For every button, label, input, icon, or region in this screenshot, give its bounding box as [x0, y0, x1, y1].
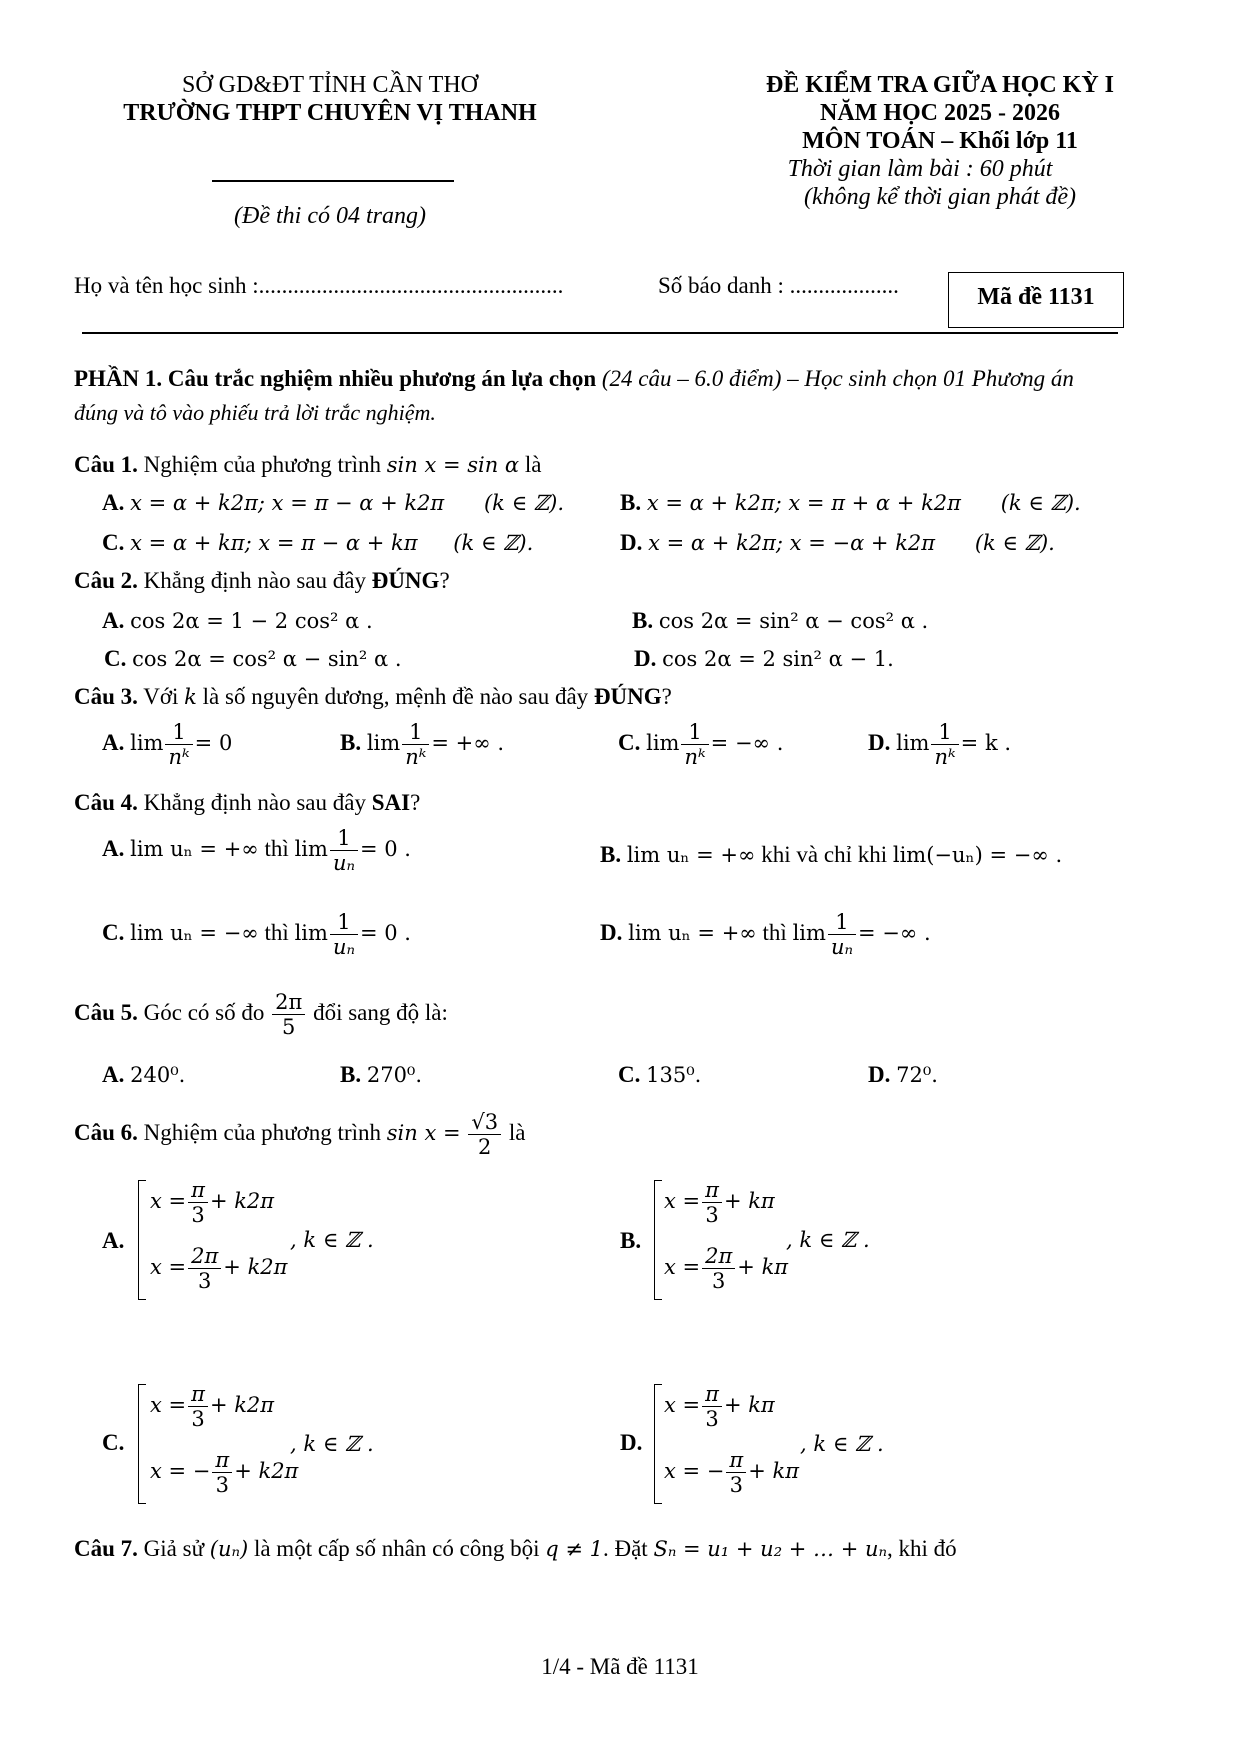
q4-option-a[interactable]: A. lim uₙ = +∞ thì lim $\frac{1}{\text{uₙ}}$ = 0 .	[102, 826, 411, 876]
question-7: Câu 7. Giả sử (uₙ) là một cấp số nhân có công bội q ≠ 1. Đặt Sₙ = u₁ + u₂ + … + uₙ, khi đó	[74, 1536, 957, 1561]
q6-option-c-letter[interactable]: C.	[102, 1430, 125, 1455]
q6-option-d-cond: , k ∈ ℤ .	[800, 1432, 884, 1456]
q4-option-b[interactable]: B. lim uₙ = +∞ khi và chỉ khi lim(−uₙ) = −∞ .	[600, 842, 1063, 867]
q6-option-b-line1: x = $\frac{\pi}{3}$ + kπ	[664, 1178, 775, 1228]
q5-option-b[interactable]: B. 270⁰.	[340, 1062, 423, 1087]
q5-option-d[interactable]: D. 72⁰.	[868, 1062, 938, 1087]
q1-option-b[interactable]: B. x = α + k2π; x = π + α + k2π (k ∈ ℤ).	[620, 490, 1081, 515]
question-4: Câu 4. Khẳng định nào sau đây SAI?	[74, 790, 421, 815]
q2-option-a[interactable]: A. cos 2α = 1 − 2 cos² α .	[102, 608, 373, 633]
info-divider	[82, 332, 1118, 334]
part1-instruction: đúng và tô vào phiếu trả lời trắc nghiệm.	[74, 400, 436, 425]
exam-duration: Thời gian làm bài : 60 phút	[787, 156, 1053, 182]
page-count: (Đề thi có 04 trang)	[234, 203, 426, 229]
q6-option-a-letter[interactable]: A.	[102, 1228, 125, 1253]
q1-option-a[interactable]: A. x = α + k2π; x = π − α + k2π (k ∈ ℤ).	[102, 490, 564, 515]
exam-title: ĐỀ KIỂM TRA GIỮA HỌC KỲ I	[765, 72, 1115, 98]
q3-option-b[interactable]: B. lim $\frac{1}{\text{nᵏ}}$ = +∞ .	[340, 720, 505, 770]
q6-option-a-line1: x = $\frac{\pi}{3}$ + k2π	[150, 1178, 275, 1228]
q6-option-c-line2: x = − $\frac{\pi}{3}$ + k2π	[150, 1448, 299, 1498]
q1-option-d[interactable]: D. x = α + k2π; x = −α + k2π (k ∈ ℤ).	[620, 530, 1055, 555]
department-name: SỞ GD&ĐT TỈNH CẦN THƠ	[181, 72, 478, 98]
student-name-field[interactable]: Họ và tên học sinh :.....................................................	[74, 273, 564, 298]
part1-heading: PHẦN 1. Câu trắc nghiệm nhiều phương án lựa chọn (24 câu – 6.0 điểm) – Học sinh chọn 01 Phương án	[74, 366, 1074, 391]
subject-grade: MÔN TOÁN – Khối lớp 11	[802, 128, 1078, 154]
q5-option-c[interactable]: C. 135⁰.	[618, 1062, 702, 1087]
question-6: Câu 6. Nghiệm của phương trình sin x = $\frac{√3}{2}$ là	[74, 1110, 526, 1160]
q6-option-b-cond: , k ∈ ℤ .	[786, 1228, 870, 1252]
question-5: Câu 5. Góc có số đo $\frac{2\pi}{5}$ đổi sang độ là:	[74, 990, 448, 1040]
q6-option-d-line2: x = − $\frac{\pi}{3}$ + kπ	[664, 1448, 800, 1498]
school-name: TRƯỜNG THPT CHUYÊN VỊ THANH	[123, 100, 537, 126]
question-2: Câu 2. Khẳng định nào sau đây ĐÚNG?	[74, 568, 450, 593]
q6-option-b-bracket	[654, 1180, 662, 1300]
q2-option-c[interactable]: C. cos 2α = cos² α − sin² α .	[104, 646, 402, 671]
q3-option-a[interactable]: A. lim $\frac{1}{\text{nᵏ}}$ = 0	[102, 720, 233, 770]
page-footer: 1/4 - Mã đề 1131	[541, 1654, 699, 1679]
q1-option-c[interactable]: C. x = α + kπ; x = π − α + kπ (k ∈ ℤ).	[102, 530, 534, 555]
question-1: Câu 1. Nghiệm của phương trình sin x = sin α là	[74, 452, 542, 477]
q6-option-b-letter[interactable]: B.	[620, 1228, 642, 1253]
question-3: Câu 3. Với k là số nguyên dương, mệnh đề nào sau đây ĐÚNG?	[74, 684, 672, 709]
q4-option-d[interactable]: D. lim uₙ = +∞ thì lim $\frac{1}{\text{uₙ}}$ = −∞ .	[600, 910, 931, 960]
q6-option-d-letter[interactable]: D.	[620, 1430, 643, 1455]
q6-option-d-line1: x = $\frac{\pi}{3}$ + kπ	[664, 1382, 775, 1432]
school-year: NĂM HỌC 2025 - 2026	[820, 100, 1060, 126]
q6-option-a-line2: x = $\frac{2\pi}{3}$ + k2π	[150, 1244, 288, 1294]
q2-option-d[interactable]: D. cos 2α = 2 sin² α − 1.	[634, 646, 894, 671]
q3-option-c[interactable]: C. lim $\frac{1}{\text{nᵏ}}$ = −∞ .	[618, 720, 784, 770]
q6-option-c-cond: , k ∈ ℤ .	[290, 1432, 374, 1456]
duration-note: (không kể thời gian phát đề)	[803, 184, 1077, 210]
q2-option-b[interactable]: B. cos 2α = sin² α − cos² α .	[632, 608, 929, 633]
q3-option-d[interactable]: D. lim $\frac{1}{\text{nᵏ}}$ = k .	[868, 720, 1012, 770]
header-divider	[212, 180, 454, 182]
exam-code: Mã đề 1131	[977, 284, 1095, 310]
q6-option-c-bracket	[138, 1384, 146, 1504]
q6-option-c-line1: x = $\frac{\pi}{3}$ + k2π	[150, 1382, 275, 1432]
q4-option-c[interactable]: C. lim uₙ = −∞ thì lim $\frac{1}{\text{uₙ}}$ = 0 .	[102, 910, 411, 960]
q5-option-a[interactable]: A. 240⁰.	[102, 1062, 186, 1087]
q6-option-a-bracket	[138, 1180, 146, 1300]
q6-option-d-bracket	[654, 1384, 662, 1504]
student-id-field[interactable]: Số báo danh : ...................	[658, 273, 899, 298]
q6-option-b-line2: x = $\frac{2\pi}{3}$ + kπ	[664, 1244, 789, 1294]
q6-option-a-cond: , k ∈ ℤ .	[290, 1228, 374, 1252]
